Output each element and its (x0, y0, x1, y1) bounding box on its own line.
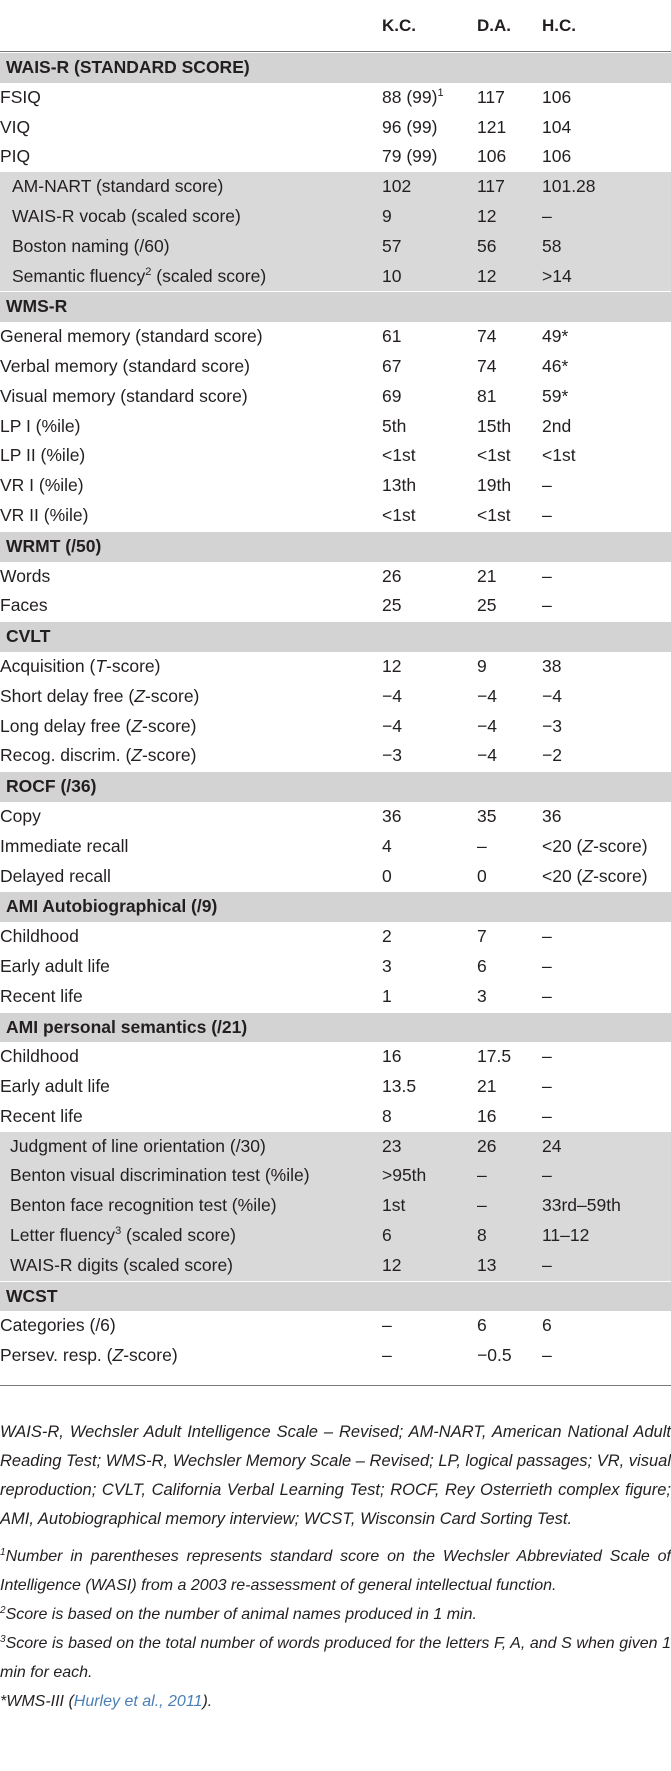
cell-kc-value: 13.5 (382, 1076, 417, 1097)
footnote-1 (0, 1542, 671, 1600)
cell-kc (382, 562, 401, 592)
cell-da: 0 (477, 865, 487, 886)
cell-hc-part: -score) (593, 865, 648, 886)
table-row (0, 1072, 671, 1102)
cell-hc: 36 (542, 805, 562, 826)
table-row (0, 412, 671, 442)
cell-kc-value: 61 (382, 326, 402, 347)
score-letter: Z (112, 1345, 124, 1366)
cell-kc-value: 1st (382, 1195, 406, 1216)
row-label: VIQ (0, 116, 31, 137)
table-row (0, 232, 671, 262)
cell-da: 3 (477, 985, 487, 1006)
cell-hc: 11–12 (542, 1225, 590, 1246)
cell-kc (382, 652, 401, 682)
cell-kc-value: 8 (382, 1105, 392, 1126)
footnote-star-end: ). (202, 1693, 213, 1710)
footnote-2-mark: 2 (0, 1605, 6, 1616)
cell-kc (382, 471, 416, 501)
row-label: Categories (/6) (0, 1315, 116, 1336)
cell-kc (382, 741, 402, 771)
row-label: Delayed recall (0, 865, 111, 886)
row-label-part: -score) (141, 745, 197, 766)
cell-da: 9 (477, 655, 487, 676)
row-label: Recent life (0, 985, 83, 1006)
cell-da: – (477, 1165, 487, 1186)
cell-hc: – (542, 1165, 552, 1186)
cell-hc: – (542, 1345, 552, 1366)
footnote-3-text: Score is based on the total number of words produced for the letters F, A, and S when given 1 min for each. (0, 1635, 671, 1681)
score-letter: Z (582, 865, 594, 886)
cell-kc-value: 16 (382, 1046, 402, 1067)
row-label: FSIQ (0, 86, 41, 107)
cell-da: <1st (477, 445, 511, 466)
table-row (0, 1251, 671, 1281)
row-label: AM-NART (standard score) (12, 176, 224, 197)
cell-da: <1st (477, 504, 511, 525)
cell-hc: – (542, 1105, 552, 1126)
cell-hc-part: <20 ( (542, 835, 583, 856)
header-da: D.A. (477, 16, 511, 35)
row-label (0, 741, 196, 771)
cell-da: 6 (477, 1315, 487, 1336)
cell-da: −0.5 (477, 1345, 512, 1366)
footnote-marker: 3 (115, 1225, 122, 1238)
score-letter: Z (582, 835, 594, 856)
row-label-part: -score) (106, 655, 161, 676)
row-label-part: Short delay free ( (0, 685, 135, 706)
footnote-3 (0, 1629, 671, 1687)
cell-da: −4 (477, 715, 497, 736)
row-label-part: -score) (142, 715, 197, 736)
cell-hc: <1st (542, 445, 576, 466)
table-row (0, 952, 671, 982)
cell-hc: −4 (542, 685, 562, 706)
cell-da: 21 (477, 1076, 497, 1097)
row-label: Recent life (0, 1105, 83, 1126)
table-row (0, 1042, 671, 1072)
cell-kc (382, 172, 411, 202)
cell-kc (382, 802, 401, 832)
table-row (0, 1341, 671, 1371)
section-title: CVLT (6, 626, 51, 647)
cell-kc-value: 3 (382, 955, 392, 976)
cell-hc: −3 (542, 715, 562, 736)
cell-da: 12 (477, 265, 497, 286)
row-label-part: Acquisition ( (0, 655, 96, 676)
cell-kc-value: 6 (382, 1225, 392, 1246)
row-label (0, 682, 199, 712)
cell-kc-value: 25 (382, 595, 402, 616)
cell-da: 17.5 (477, 1046, 512, 1067)
table-notes (0, 1418, 671, 1716)
cell-da: 117 (477, 86, 505, 107)
cell-kc-value: – (382, 1315, 392, 1336)
cell-kc-value: 102 (382, 176, 412, 197)
cell-da: 81 (477, 385, 497, 406)
cell-da: −4 (477, 685, 497, 706)
cell-da: 25 (477, 595, 497, 616)
cell-kc (382, 952, 392, 982)
cell-kc (382, 682, 402, 712)
cell-kc-value: 10 (382, 265, 402, 286)
row-label: Immediate recall (0, 835, 129, 856)
cell-hc: 49* (542, 326, 569, 347)
table-row (0, 441, 671, 471)
section-title: WCST (6, 1285, 58, 1306)
table-row (0, 262, 671, 292)
cell-da: 8 (477, 1225, 487, 1246)
cell-kc (382, 1341, 392, 1371)
table-row (0, 83, 671, 113)
table-row (0, 832, 671, 862)
table-header (0, 0, 671, 52)
abbreviations-note: WAIS-R, Wechsler Adult Intelligence Scale – Revised; AM-NART, American National Adult Reading Test; WMS-R, Wechsler Memory Scale – Revised; LP, logical passages; VR, visual reproduction; CVLT, California Verbal Learning Test; ROCF, Rey Osterrieth complex figure; AMI, Autobiographical memory interview; WCST, Wisconsin Card Sorting Test. (0, 1423, 671, 1528)
cell-hc: – (542, 475, 552, 496)
section-header-row (0, 621, 671, 652)
cell-kc (382, 202, 392, 232)
footnote-marker: 2 (145, 265, 152, 278)
table-row (0, 202, 671, 232)
cell-hc: 24 (542, 1135, 562, 1156)
row-label: Visual memory (standard score) (0, 385, 248, 406)
row-label: Childhood (0, 1046, 79, 1067)
cell-da: 121 (477, 116, 507, 137)
cell-kc (382, 441, 416, 471)
section-title: WRMT (/50) (6, 535, 102, 556)
table-row (0, 1102, 671, 1132)
cell-hc: – (542, 205, 552, 226)
cell-da: – (477, 835, 487, 856)
cell-hc: – (542, 1076, 552, 1097)
cell-hc: 59* (542, 385, 569, 406)
cell-da: 12 (477, 205, 497, 226)
table-row (0, 712, 671, 742)
cell-hc-part: <20 ( (542, 865, 583, 886)
row-label (12, 262, 266, 292)
cell-kc-value: 5th (382, 415, 407, 436)
row-label-part: (scaled score) (151, 265, 267, 286)
cell-kc-value: −3 (382, 745, 402, 766)
cell-hc: −2 (542, 745, 562, 766)
row-label: Benton visual discrimination test (%ile) (10, 1165, 310, 1186)
cell-hc: 2nd (542, 415, 572, 436)
footnote-2 (0, 1600, 671, 1629)
cell-kc-value: 1 (382, 985, 392, 1006)
cell-kc (382, 1191, 405, 1221)
score-letter: Z (131, 715, 143, 736)
section-header-row (0, 52, 671, 83)
cell-hc: – (542, 985, 552, 1006)
section-title: WMS-R (6, 296, 68, 317)
row-label: LP II (%ile) (0, 445, 86, 466)
table-row (0, 382, 671, 412)
cell-kc-value: 2 (382, 926, 392, 947)
cell-kc-value: 0 (382, 865, 392, 886)
cell-hc: 101.28 (542, 176, 596, 197)
cell-kc (382, 142, 437, 172)
citation-link[interactable]: Hurley et al., 2011 (73, 1693, 203, 1710)
cell-hc: 6 (542, 1315, 552, 1336)
row-label-part: Semantic fluency (12, 265, 146, 286)
cell-da: 15th (477, 415, 512, 436)
cell-kc-value: 69 (382, 385, 402, 406)
cell-kc (382, 1102, 392, 1132)
cell-kc (382, 501, 416, 531)
table-row (0, 142, 671, 172)
table-row (0, 591, 671, 621)
cell-kc (382, 982, 392, 1012)
table-row (0, 741, 671, 771)
table-row (0, 1132, 671, 1162)
cell-kc-value: 12 (382, 1254, 402, 1275)
row-label: LP I (%ile) (0, 415, 81, 436)
section-title: AMI Autobiographical (/9) (6, 896, 218, 917)
row-label: Early adult life (0, 1076, 110, 1097)
cell-kc-value: −4 (382, 715, 402, 736)
cell-hc (542, 832, 648, 862)
table-row (0, 352, 671, 382)
score-letter: Z (131, 745, 142, 766)
table-row (0, 982, 671, 1012)
cell-da: 6 (477, 955, 487, 976)
footnote-1-mark: 1 (0, 1547, 6, 1558)
cell-hc-part: -score) (593, 835, 648, 856)
cell-hc: >14 (542, 265, 572, 286)
cell-hc: – (542, 955, 552, 976)
cell-kc-value: 67 (382, 355, 402, 376)
cell-kc-value: – (382, 1345, 392, 1366)
row-label (10, 1221, 236, 1251)
cell-kc (382, 862, 392, 892)
cell-kc (382, 1072, 416, 1102)
row-label (0, 712, 197, 742)
cell-kc (382, 1221, 392, 1251)
cell-da: 13 (477, 1254, 497, 1275)
score-letter: T (95, 655, 107, 676)
cell-hc: – (542, 926, 552, 947)
cell-kc-value: <1st (382, 445, 416, 466)
cell-kc (382, 922, 392, 952)
table-row (0, 682, 671, 712)
cell-kc (382, 1161, 426, 1191)
cell-hc: 58 (542, 235, 562, 256)
cell-hc: 38 (542, 655, 562, 676)
table-row (0, 862, 671, 892)
cell-kc (382, 1311, 392, 1341)
cell-hc: – (542, 1254, 552, 1275)
cell-kc-value: >95th (382, 1165, 427, 1186)
table-row (0, 1191, 671, 1221)
table-row (0, 652, 671, 682)
cell-hc: 33rd–59th (542, 1195, 621, 1216)
cell-da: 16 (477, 1105, 497, 1126)
row-label: VR II (%ile) (0, 504, 89, 525)
row-label: Judgment of line orientation (/30) (10, 1135, 266, 1156)
cell-da: 7 (477, 926, 487, 947)
cell-da: 74 (477, 326, 497, 347)
footnote-star-text: *WMS-III ( (0, 1693, 74, 1710)
cell-kc (382, 832, 392, 862)
cell-kc (382, 1132, 401, 1162)
cell-kc-value: 23 (382, 1135, 402, 1156)
row-label: Words (0, 565, 51, 586)
row-label: Copy (0, 805, 41, 826)
table-row (0, 172, 671, 202)
row-label: Early adult life (0, 955, 110, 976)
cell-kc (382, 83, 444, 113)
table-row (0, 1161, 671, 1191)
score-letter: Z (134, 685, 145, 706)
header-hc: H.C. (542, 16, 576, 35)
row-label-part: Recog. discrim. ( (0, 745, 132, 766)
cell-kc-value: 26 (382, 565, 402, 586)
section-header-row (0, 1281, 671, 1312)
cell-kc-value: 96 (99) (382, 116, 438, 137)
cell-da: 26 (477, 1135, 497, 1156)
footnote-star (0, 1687, 671, 1716)
row-label-part: Persev. resp. ( (0, 1345, 113, 1366)
table-row (0, 501, 671, 531)
cell-kc (382, 712, 402, 742)
row-label: Boston naming (/60) (12, 235, 170, 256)
cell-hc: – (542, 1046, 552, 1067)
cell-hc: – (542, 565, 552, 586)
cell-da: 117 (477, 176, 505, 197)
cell-da: – (477, 1195, 487, 1216)
cell-da: 56 (477, 235, 497, 256)
cell-da: 21 (477, 565, 497, 586)
cell-kc (382, 262, 401, 292)
row-label-part: Letter fluency (10, 1225, 116, 1246)
row-label: Benton face recognition test (%ile) (10, 1195, 277, 1216)
cell-da: 19th (477, 475, 512, 496)
section-title: AMI personal semantics (/21) (6, 1016, 248, 1037)
cell-kc-value: 12 (382, 655, 402, 676)
section-header-row (0, 1012, 671, 1043)
cell-kc-value: 57 (382, 235, 402, 256)
footnote-marker: 1 (437, 86, 444, 99)
cell-da: 74 (477, 355, 497, 376)
cell-hc: – (542, 504, 552, 525)
cell-kc (382, 1042, 401, 1072)
cell-kc (382, 352, 401, 382)
table-row (0, 471, 671, 501)
table-row (0, 1221, 671, 1251)
cell-hc: – (542, 595, 552, 616)
footnote-3-mark: 3 (0, 1634, 6, 1645)
section-title: ROCF (/36) (6, 776, 97, 797)
row-label: Childhood (0, 926, 79, 947)
table-row (0, 802, 671, 832)
row-label (0, 1341, 178, 1371)
cell-kc-value: 79 (99) (382, 146, 438, 167)
cell-kc (382, 322, 401, 352)
section-title: WAIS-R (STANDARD SCORE) (6, 57, 250, 77)
row-label-part: -score) (123, 1345, 178, 1366)
cell-kc (382, 1251, 401, 1281)
table-row (0, 322, 671, 352)
cell-kc (382, 412, 406, 442)
cell-kc-value: 4 (382, 835, 392, 856)
cell-kc-value: <1st (382, 504, 416, 525)
cell-kc (382, 591, 401, 621)
section-header-row (0, 771, 671, 802)
cell-hc: 106 (542, 86, 572, 107)
header-kc: K.C. (382, 16, 416, 35)
row-label-part: -score) (144, 685, 200, 706)
cell-hc (542, 862, 648, 892)
cell-kc (382, 232, 401, 262)
cell-hc: 46* (542, 355, 569, 376)
row-label: VR I (%ile) (0, 475, 84, 496)
row-label: Faces (0, 595, 48, 616)
row-label: Verbal memory (standard score) (0, 355, 250, 376)
section-header-row (0, 291, 671, 322)
table-row (0, 922, 671, 952)
row-label-part: Long delay free ( (0, 715, 132, 736)
cell-hc: 106 (542, 146, 572, 167)
table-body (0, 52, 671, 1371)
row-label-part: (scaled score) (121, 1225, 236, 1246)
cell-kc-value: 13th (382, 475, 417, 496)
row-label: General memory (standard score) (0, 326, 263, 347)
row-label (0, 652, 160, 682)
cell-kc-value: 36 (382, 805, 402, 826)
table-row (0, 562, 671, 592)
table-row (0, 1311, 671, 1341)
cell-da: −4 (477, 745, 497, 766)
row-label: WAIS-R digits (scaled score) (10, 1254, 234, 1275)
cell-da: 106 (477, 146, 507, 167)
footnote-2-text: Score is based on the number of animal names produced in 1 min. (5, 1606, 477, 1623)
row-label: PIQ (0, 146, 31, 167)
table-row (0, 113, 671, 143)
cell-hc: 104 (542, 116, 572, 137)
cell-kc-value: 9 (382, 205, 392, 226)
table-bottom-rule (0, 1385, 671, 1386)
cell-kc (382, 382, 401, 412)
cell-da: 35 (477, 805, 497, 826)
row-label: WAIS-R vocab (scaled score) (12, 205, 241, 226)
footnote-1-text: Number in parentheses represents standard score on the Wechsler Abbreviated Scale of Intelligence (WASI) from a 2003 re-assessment of general intellectual function. (0, 1548, 671, 1594)
section-header-row (0, 891, 671, 922)
cell-kc-value: 88 (99) (382, 86, 438, 107)
cell-kc (382, 113, 437, 143)
section-header-row (0, 531, 671, 562)
cell-kc-value: −4 (382, 685, 402, 706)
